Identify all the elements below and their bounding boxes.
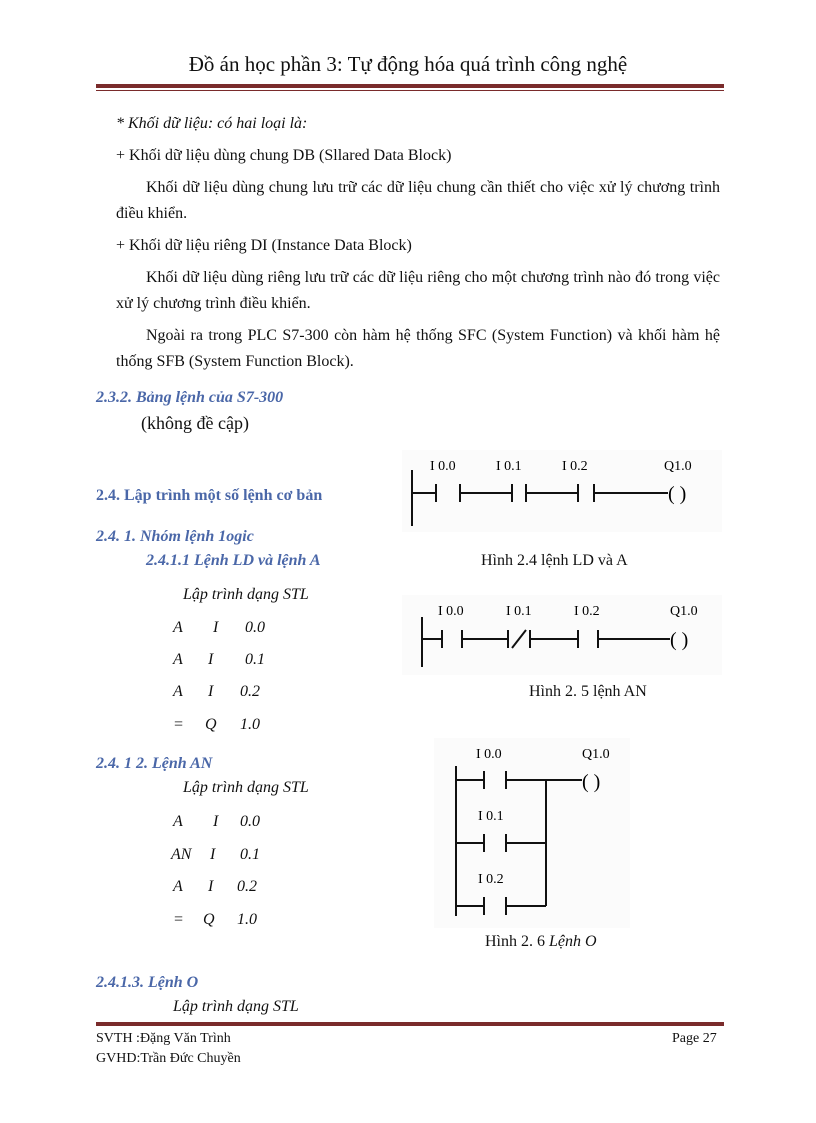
stl1-op: =	[173, 716, 184, 733]
stl1-num: 1.0	[240, 716, 260, 733]
header-rule	[96, 84, 724, 88]
stl2-addr: Q	[203, 911, 215, 928]
stl2-num: 0.1	[240, 846, 260, 863]
section-2-4-1-3: 2.4.1.3. Lệnh O	[96, 974, 199, 991]
fig3-caption-italic: Lệnh O	[549, 933, 597, 950]
fig1-label-i02: I 0.2	[562, 459, 588, 474]
section-2-3-2-note: (không đề cập)	[141, 413, 249, 433]
stl1-num: 0.1	[245, 651, 265, 668]
fig3-label-q10: Q1.0	[582, 747, 610, 762]
sfc-sfb-text: Ngoài ra trong PLC S7-300 còn hàm hệ thống SFC (System Function) và khối hàm hệ thống SFB (System Function Block).	[116, 327, 720, 370]
fig3-label-i00: I 0.0	[476, 747, 502, 762]
db-instance-heading: + Khối dữ liệu riêng DI (Instance Data Block)	[116, 237, 412, 254]
stl2-op: A	[173, 813, 183, 830]
fig1-label-q10: Q1.0	[664, 459, 692, 474]
data-block-intro: * Khối dữ liệu: có hai loại là:	[116, 115, 308, 132]
header-rule-thin	[96, 90, 724, 91]
stl-label-2: Lập trình dạng STL	[183, 779, 309, 796]
fig3-label-i01: I 0.1	[478, 809, 504, 824]
fig1-coil: ( )	[668, 483, 687, 505]
section-2-4-1: 2.4. 1. Nhóm lệnh 1ogic	[96, 528, 254, 545]
ladder-diagram-o	[434, 738, 630, 928]
db-shared-heading: + Khối dữ liệu dùng chung DB (Sllared Data Block)	[116, 147, 452, 164]
section-2-3-2: 2.3.2. Bảng lệnh của S7-300	[96, 389, 284, 406]
footer-student: SVTH :Đặng Văn Trình	[96, 1031, 231, 1046]
stl1-addr: I	[213, 619, 219, 636]
fig2-caption: Hình 2. 5 lệnh AN	[529, 683, 647, 700]
stl1-addr: Q	[205, 716, 217, 733]
fig3-coil: ( )	[582, 771, 601, 793]
fig1-label-i00: I 0.0	[430, 459, 456, 474]
fig3-label-i02: I 0.2	[478, 872, 504, 887]
footer-rule	[96, 1022, 724, 1026]
stl2-num: 0.0	[240, 813, 260, 830]
stl2-addr: I	[210, 846, 216, 863]
db-shared-text: Khối dữ liệu dùng chung lưu trữ các dữ liệu chung cần thiết cho việc xử lý chương trình điều khiển.	[116, 179, 720, 222]
stl2-addr: I	[213, 813, 219, 830]
fig2-label-i02: I 0.2	[574, 604, 600, 619]
stl-label-1: Lập trình dạng STL	[183, 586, 309, 603]
section-2-4-1-1: 2.4.1.1 Lệnh LD và lệnh A	[146, 552, 321, 569]
fig2-label-q10: Q1.0	[670, 604, 698, 619]
fig2-label-i01: I 0.1	[506, 604, 532, 619]
page-header-title: Đồ án học phần 3: Tự động hóa quá trình công nghệ	[188, 52, 628, 76]
fig1-label-i01: I 0.1	[496, 459, 522, 474]
stl2-num: 1.0	[237, 911, 257, 928]
stl2-op: AN	[171, 846, 192, 863]
stl2-num: 0.2	[237, 878, 257, 895]
ladder-diagram-an	[402, 595, 722, 675]
fig2-coil: ( )	[670, 629, 689, 651]
stl1-addr: I	[208, 683, 214, 700]
fig3-caption	[485, 933, 597, 951]
db-instance-text: Khối dữ liệu dùng riêng lưu trữ các dữ liệu riêng cho một chương trình nào đó trong việc xử lý chương trình điều khiển.	[116, 269, 720, 312]
stl2-op: A	[173, 878, 183, 895]
stl2-addr: I	[208, 878, 214, 895]
fig3-caption-prefix: Hình 2. 6	[485, 933, 549, 950]
stl2-op: =	[173, 911, 184, 928]
stl1-addr: I	[208, 651, 214, 668]
stl1-num: 0.0	[245, 619, 265, 636]
stl1-op: A	[173, 619, 183, 636]
footer-supervisor: GVHD:Trần Đức Chuyền	[96, 1051, 241, 1066]
section-2-4: 2.4. Lập trình một số lệnh cơ bản	[96, 487, 323, 504]
stl1-op: A	[173, 651, 183, 668]
stl1-num: 0.2	[240, 683, 260, 700]
fig2-label-i00: I 0.0	[438, 604, 464, 619]
stl1-op: A	[173, 683, 183, 700]
section-2-4-1-2: 2.4. 1 2. Lệnh AN	[96, 755, 213, 772]
footer-page-number: Page 27	[672, 1031, 717, 1046]
fig1-caption: Hình 2.4 lệnh LD và A	[481, 552, 628, 569]
ladder-diagram-ld-a	[402, 450, 722, 532]
stl-label-3: Lập trình dạng STL	[173, 998, 299, 1015]
